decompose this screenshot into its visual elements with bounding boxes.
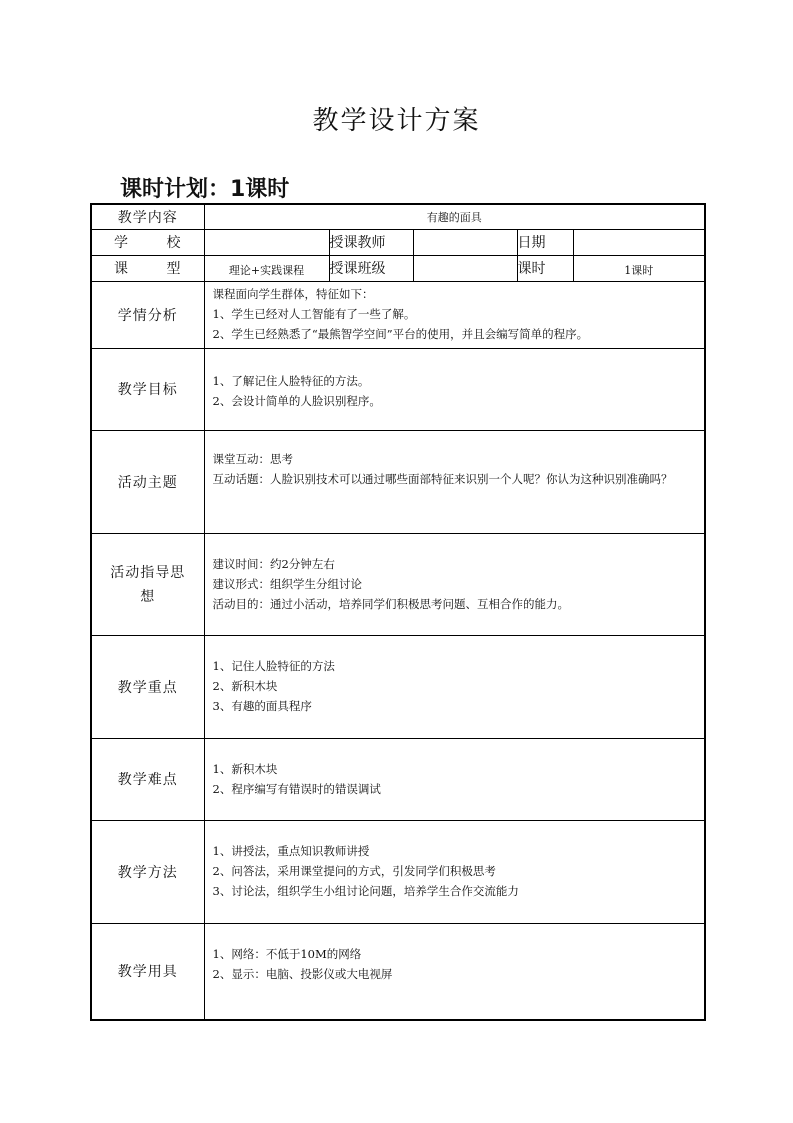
tools-line: 1、网络：不低于10M的网络 xyxy=(212,946,362,961)
row-tools xyxy=(91,923,705,1020)
class-label: 授课班级 xyxy=(329,255,413,281)
row-methods xyxy=(91,820,705,923)
teacher-label: 授课教师 xyxy=(329,229,413,255)
school-label-char1: 学 xyxy=(114,235,129,251)
methods-line: 2、问答法，采用课堂提问的方式，引发同学们积极思考 xyxy=(212,863,496,878)
type-label-char2: 型 xyxy=(166,261,182,277)
key-points-label: 教学重点 xyxy=(91,635,204,738)
analysis-line: 课程面向学生群体，特征如下： xyxy=(212,286,374,301)
analysis-label: 学情分析 xyxy=(91,281,204,348)
goals-label: 教学目标 xyxy=(91,348,204,430)
guidance-line: 活动目的：通过小活动，培养同学们积极思考问题、互相合作的能力。 xyxy=(212,596,569,611)
methods-content xyxy=(204,820,705,923)
theme-content xyxy=(204,430,705,533)
key-points-content xyxy=(204,635,705,738)
row-difficulties xyxy=(91,738,705,820)
school-label-char2: 校 xyxy=(166,235,182,251)
key-points-line: 3、有趣的面具程序 xyxy=(212,698,312,713)
difficulties-content xyxy=(204,738,705,820)
methods-line: 3、讨论法，组织学生小组讨论问题，培养学生合作交流能力 xyxy=(212,883,519,898)
row-analysis xyxy=(91,281,705,348)
lesson-plan-table xyxy=(90,203,706,1021)
key-points-line: 1、记住人脸特征的方法 xyxy=(212,658,335,673)
class-value xyxy=(413,255,517,281)
guidance-label xyxy=(91,533,204,635)
type-label-char1: 课 xyxy=(114,261,129,277)
theme-label: 活动主题 xyxy=(91,430,204,533)
guidance-content xyxy=(204,533,705,635)
analysis-content xyxy=(204,281,705,348)
guidance-line: 建议形式：组织学生分组讨论 xyxy=(212,576,362,591)
row-key-points xyxy=(91,635,705,738)
content-value: 有趣的面具 xyxy=(204,204,705,229)
row-theme xyxy=(91,430,705,533)
date-label: 日期 xyxy=(517,229,573,255)
row-school xyxy=(91,229,705,255)
tools-content xyxy=(204,923,705,1020)
content-label: 教学内容 xyxy=(91,204,204,229)
row-type xyxy=(91,255,705,281)
methods-line: 1、讲授法，重点知识教师讲授 xyxy=(212,843,370,858)
theme-line: 课堂互动：思考 xyxy=(212,451,293,466)
goals-line: 2、会设计简单的人脸识别程序。 xyxy=(212,393,381,408)
goals-line: 1、了解记住人脸特征的方法。 xyxy=(212,373,370,388)
key-points-line: 2、新积木块 xyxy=(212,678,278,693)
row-content xyxy=(91,204,705,229)
difficulties-label: 教学难点 xyxy=(91,738,204,820)
teacher-value xyxy=(413,229,517,255)
theme-line: 互动话题：人脸识别技术可以通过哪些面部特征来识别一个人呢？你认为这种识别准确吗？ xyxy=(212,471,673,486)
goals-content xyxy=(204,348,705,430)
type-value: 理论+实践课程 xyxy=(204,255,329,281)
guidance-label-line2: 想 xyxy=(140,589,156,605)
difficulties-line: 2、程序编写有错误时的错误调试 xyxy=(212,781,381,796)
hours-value: 1课时 xyxy=(573,255,705,281)
row-goals xyxy=(91,348,705,430)
methods-label: 教学方法 xyxy=(91,820,204,923)
tools-label: 教学用具 xyxy=(91,923,204,1020)
hours-label: 课时 xyxy=(517,255,573,281)
analysis-line: 1、学生已经对人工智能有了一些了解。 xyxy=(212,306,416,321)
difficulties-line: 1、新积木块 xyxy=(212,761,278,776)
date-value xyxy=(573,229,705,255)
guidance-line: 建议时间：约2分钟左右 xyxy=(212,556,335,571)
document-title: 教学设计方案 xyxy=(312,106,481,136)
lesson-plan-heading: 课时计划：1课时 xyxy=(120,177,290,202)
school-value xyxy=(204,229,329,255)
tools-line: 2、显示：电脑、投影仪或大电视屏 xyxy=(212,966,393,981)
school-label xyxy=(91,229,204,255)
analysis-line: 2、学生已经熟悉了“最熊智学空间”平台的使用，并且会编写简单的程序。 xyxy=(212,326,589,341)
guidance-label-line1: 活动指导思 xyxy=(110,565,186,581)
row-guidance xyxy=(91,533,705,635)
type-label xyxy=(91,255,204,281)
